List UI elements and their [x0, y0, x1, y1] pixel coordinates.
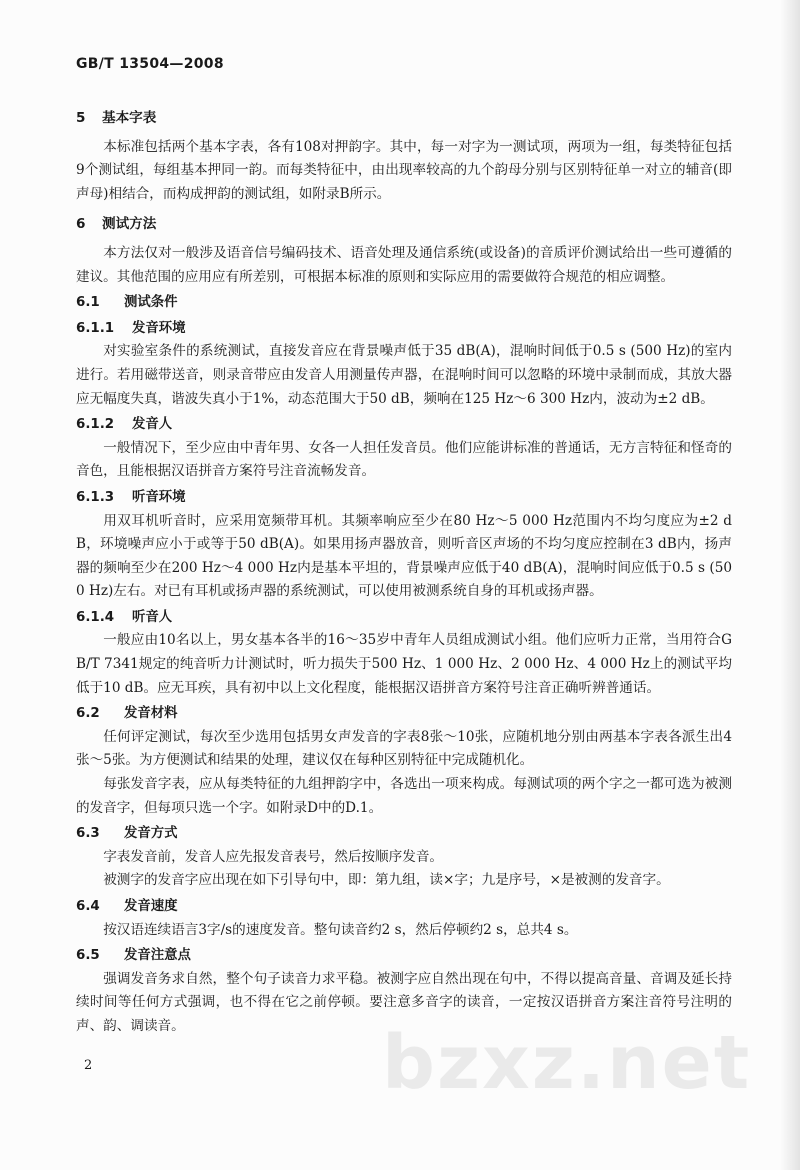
- subsection-number: 6.2: [76, 706, 100, 722]
- subsection-title: 发音环境: [132, 320, 186, 336]
- subsection-title: 发音速度: [124, 899, 178, 914]
- subsection-number: 6.1: [76, 295, 100, 311]
- paragraph: 本标准包括两个基本字表，各有108对押韵字。其中，每一对字为一测试项，两项为一组，每类特征包括9个测试组，每组基本押同一韵。而每类特征中，由出现率较高的九个韵母分别与区别特征单一对立的辅音(即声母)相结合，而构成押韵的测试组，如附录B所示。: [76, 138, 732, 202]
- section-number: 5: [76, 110, 86, 126]
- subsection-heading-6-5: [76, 944, 732, 968]
- document-body: [76, 100, 732, 1039]
- section-number: 6: [76, 216, 86, 233]
- subsection-number: 6.1.4: [76, 609, 115, 625]
- section-title: 基本字表: [102, 110, 157, 126]
- subsection-number: 6.1.3: [76, 489, 115, 505]
- paragraph: 按汉语连续语言3字/s的速度发音。整句读音约2 s，然后停顿约2 s，总共4 s。: [103, 921, 578, 938]
- section-heading-5: [76, 107, 732, 131]
- paragraph: 任何评定测试，每次至少选用包括男女声发音的字表8张～10张，应随机地分别由两基本字表各派生出4张～5张。为方便测试和结果的处理，建议仅在每种区别特征中完成随机化。: [76, 728, 732, 769]
- subsection-number: 6.1.2: [76, 417, 115, 433]
- page-edge-shadow: [780, 0, 800, 1170]
- subsection-heading-6-1-2: [76, 413, 732, 437]
- paragraph: 强调发音务求自然，整个句子读音力求平稳。被测字应自然出现在句中，不得以提高音量、音调及延长持续时间等任何方式强调，也不得在它之前停顿。要注意多音字的读音，一定按汉语拼音方案注音符号注明的声、韵、调读音。: [76, 970, 732, 1034]
- section-heading-6: [76, 213, 732, 237]
- watermark-logo: bzxz.net: [382, 1020, 752, 1106]
- paragraph: 被测字的发音字应出现在如下引导句中，即：第九组，读×字；九是序号，×是被测的发音字。: [103, 872, 670, 889]
- paragraph: 本方法仅对一般涉及语音信号编码技术、语音处理及通信系统(或设备)的音质评价测试给出一些可遵循的建议。其他范围的应用应有所差别，可根据本标准的原则和实际应用的需要做符合规范的相应调整。: [76, 244, 732, 285]
- subsection-heading-6-1-1: [76, 317, 732, 341]
- subsection-heading-6-2: [76, 702, 732, 726]
- subsection-title: 听音环境: [132, 489, 186, 505]
- subsection-title: 发音人: [132, 417, 173, 433]
- standard-code-header: GB/T 13504—2008: [76, 56, 224, 72]
- subsection-title: 发音材料: [124, 706, 178, 722]
- subsection-number: 6.1.1: [76, 320, 115, 336]
- subsection-title: 发音注意点: [124, 948, 191, 964]
- paragraph: 字表发音前，发音人应先报发音表号，然后按顺序发音。: [103, 848, 444, 865]
- subsection-heading-6-3: [76, 822, 732, 846]
- paragraph: 一般应由10名以上，男女基本各半的16～35岁中青年人员组成测试小组。他们应听力正常，当用符合GB/T 7341规定的纯音听力计测试时，听力损失于500 Hz、1 000 Hz、2 000 Hz、4 000 Hz上的测试平均低于10 dB。应无耳疾，具有初中以上文化程度，能根据汉语拼音方案符号注音正确听辨普通话。: [76, 632, 732, 696]
- section-title: 测试方法: [102, 216, 157, 233]
- page-number: 2: [84, 1058, 93, 1073]
- subsection-heading-6-4: [76, 895, 732, 919]
- paragraph: 对实验室条件的系统测试，直接发音应在背景噪声低于35 dB(A)，混响时间低于0.5 s (500 Hz)的室内进行。若用磁带送音，则录音带应由发音人用测量传声器，在混响时间可以忽略的环境中录制而成，其放大器应无幅度失真，谐波失真小于1%，动态范围大于50 dB，频响在125 Hz～6 300 Hz内，波动为±2 dB。: [76, 343, 732, 407]
- subsection-heading-6-1-3: [76, 486, 732, 510]
- subsection-number: 6.4: [76, 899, 100, 914]
- paragraph: 一般情况下，至少应由中青年男、女各一人担任发音员。他们应能讲标准的普通话，无方言特征和怪奇的音色，且能根据汉语拼音方案符号注音流畅发音。: [76, 439, 732, 480]
- subsection-title: 听音人: [132, 609, 173, 625]
- subsection-heading-6-1: [76, 291, 732, 315]
- subsection-number: 6.3: [76, 826, 100, 842]
- paragraph: 每张发音字表，应从每类特征的九组押韵字中，各选出一项来构成。每测试项的两个字之一都可选为被测的发音字，但每项只选一个字。如附录D中的D.1。: [76, 776, 732, 816]
- paragraph: 用双耳机听音时，应采用宽频带耳机。其频率响应至少在80 Hz～5 000 Hz范围内不均匀度应为±2 dB，环境噪声应小于或等于50 dB(A)。如果用扬声器放音，则听音区声场的不均匀度应控制在3 dB内，扬声器的频响至少在200 Hz～4 000 Hz内是基本平坦的，背景噪声应低于40 dB(A)，混响时间应低于0.5 s (500 Hz)左右。对已有耳机或扬声器的系统测试，可以使用被测系统自身的耳机或扬声器。: [76, 512, 732, 600]
- subsection-heading-6-1-4: [76, 606, 732, 630]
- subsection-title: 测试条件: [124, 295, 178, 311]
- subsection-number: 6.5: [76, 948, 100, 964]
- subsection-title: 发音方式: [124, 826, 178, 842]
